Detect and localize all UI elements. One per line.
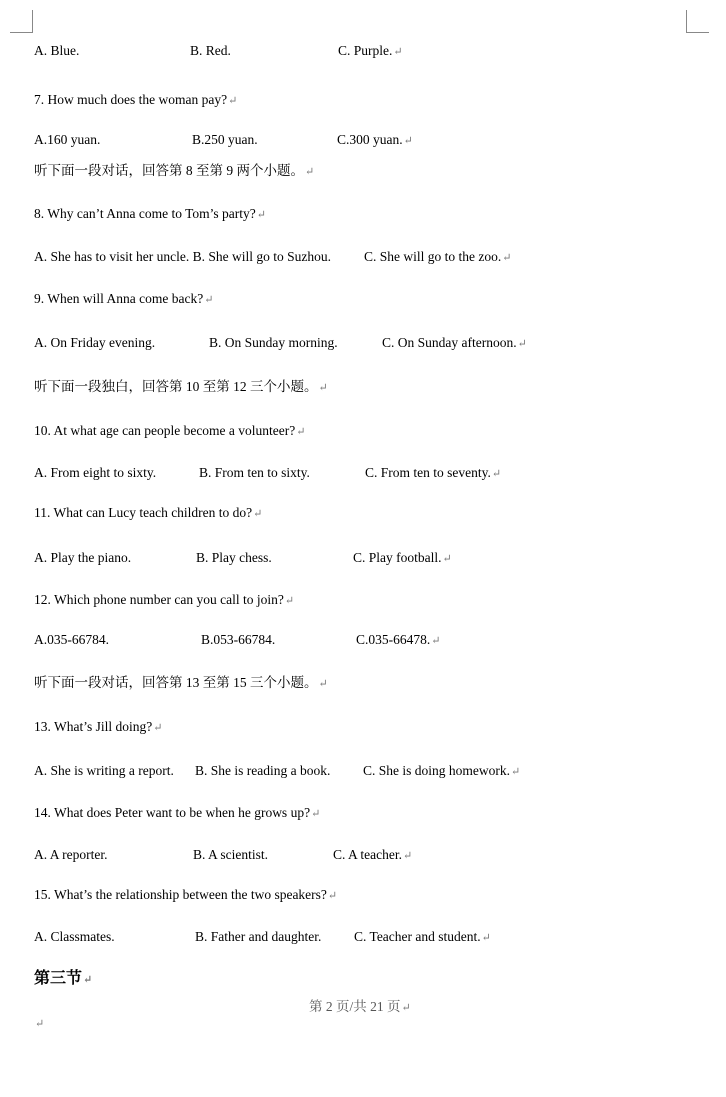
paragraph-mark: ↵ xyxy=(35,1018,45,1030)
paragraph-mark: ↵ xyxy=(502,252,512,264)
option-a: A.160 yuan. xyxy=(34,132,101,147)
section-instruction: 听下面一段对话，回答第 8 至第 9 两个小题。↵ xyxy=(34,163,315,178)
paragraph-mark: ↵ xyxy=(327,890,338,902)
question-15: 15. What’s the relationship between the two speakers?↵ xyxy=(34,887,338,902)
option-b: B. She is reading a book. xyxy=(195,763,331,778)
paragraph-mark: ↵ xyxy=(83,974,93,986)
paragraph-mark: ↵ xyxy=(296,426,306,438)
section-instruction: 听下面一段对话，回答第 13 至第 15 三个小题。↵ xyxy=(34,675,328,690)
option-a: A. From eight to sixty. xyxy=(34,465,157,480)
paragraph-mark: ↵ xyxy=(442,553,452,565)
option-a: A. A reporter. xyxy=(34,847,108,862)
paragraph-mark: ↵ xyxy=(481,932,491,944)
option-b: B.250 yuan. xyxy=(192,132,258,147)
option-c: C. On Sunday afternoon.↵ xyxy=(382,335,527,350)
option-ab: A. She has to visit her uncle. B. She will go to Suzhou. xyxy=(34,249,331,264)
option-c: C. Teacher and student.↵ xyxy=(354,929,491,944)
paragraph-mark: ↵ xyxy=(305,166,315,178)
paragraph-mark: ↵ xyxy=(401,1002,411,1014)
option-c: C.035-66478.↵ xyxy=(356,632,441,647)
question-13: 13. What’s Jill doing?↵ xyxy=(34,719,163,734)
paragraph-mark: ↵ xyxy=(228,95,238,107)
option-a: A. She is writing a report. xyxy=(34,763,174,778)
empty-paragraph xyxy=(34,1015,44,1032)
paragraph-mark: ↵ xyxy=(491,468,502,480)
paragraph-mark: ↵ xyxy=(511,766,521,778)
paragraph-mark: ↵ xyxy=(393,46,403,58)
paragraph-mark: ↵ xyxy=(403,135,413,147)
question-9: 9. When will Anna come back?↵ xyxy=(34,291,214,306)
crop-mark-top-left xyxy=(10,10,33,33)
option-c: C. A teacher.↵ xyxy=(333,847,413,862)
paragraph-mark: ↵ xyxy=(318,382,328,394)
paragraph-mark: ↵ xyxy=(402,850,413,862)
question-10: 10. At what age can people become a volunteer?↵ xyxy=(34,423,306,438)
option-b: B.053-66784. xyxy=(201,632,276,647)
paragraph-mark: ↵ xyxy=(431,635,441,647)
option-c: C. Purple.↵ xyxy=(338,43,403,58)
option-c: C.300 yuan.↵ xyxy=(337,132,413,147)
option-c: C. Play football.↵ xyxy=(353,550,452,565)
option-c: C. She will go to the zoo.↵ xyxy=(364,249,512,264)
question-14: 14. What does Peter want to be when he grows up?↵ xyxy=(34,805,321,820)
page-footer: 第 2 页/共 21 页↵ xyxy=(309,999,411,1014)
option-b: B. On Sunday morning. xyxy=(209,335,338,350)
option-a: A.035-66784. xyxy=(34,632,109,647)
question-11: 11. What can Lucy teach children to do?↵ xyxy=(34,505,263,520)
option-b: B. A scientist. xyxy=(193,847,269,862)
paragraph-mark: ↵ xyxy=(318,678,328,690)
option-c: C. She is doing homework.↵ xyxy=(363,763,521,778)
option-b: B. Play chess. xyxy=(196,550,272,565)
question-7: 7. How much does the woman pay?↵ xyxy=(34,92,238,107)
paragraph-mark: ↵ xyxy=(256,209,266,221)
paragraph-mark: ↵ xyxy=(204,294,214,306)
section-instruction: 听下面一段独白，回答第 10 至第 12 三个小题。↵ xyxy=(34,379,328,394)
option-a: A. Blue. xyxy=(34,43,80,58)
option-b: B. Red. xyxy=(190,43,231,58)
option-b: B. Father and daughter. xyxy=(195,929,322,944)
option-c: C. From ten to seventy.↵ xyxy=(365,465,502,480)
paragraph-mark: ↵ xyxy=(517,338,527,350)
paragraph-mark: ↵ xyxy=(284,595,295,607)
paragraph-mark: ↵ xyxy=(253,508,263,520)
question-12: 12. Which phone number can you call to join?↵ xyxy=(34,592,295,607)
paragraph-mark: ↵ xyxy=(153,722,163,734)
option-b: B. From ten to sixty. xyxy=(199,465,310,480)
paragraph-mark: ↵ xyxy=(311,808,321,820)
crop-mark-top-right xyxy=(686,10,709,33)
option-a: A. Classmates. xyxy=(34,929,115,944)
section-heading: 第三节↵ xyxy=(34,970,93,987)
question-8: 8. Why can’t Anna come to Tom’s party?↵ xyxy=(34,206,266,221)
option-a: A. On Friday evening. xyxy=(34,335,156,350)
option-a: A. Play the piano. xyxy=(34,550,132,565)
